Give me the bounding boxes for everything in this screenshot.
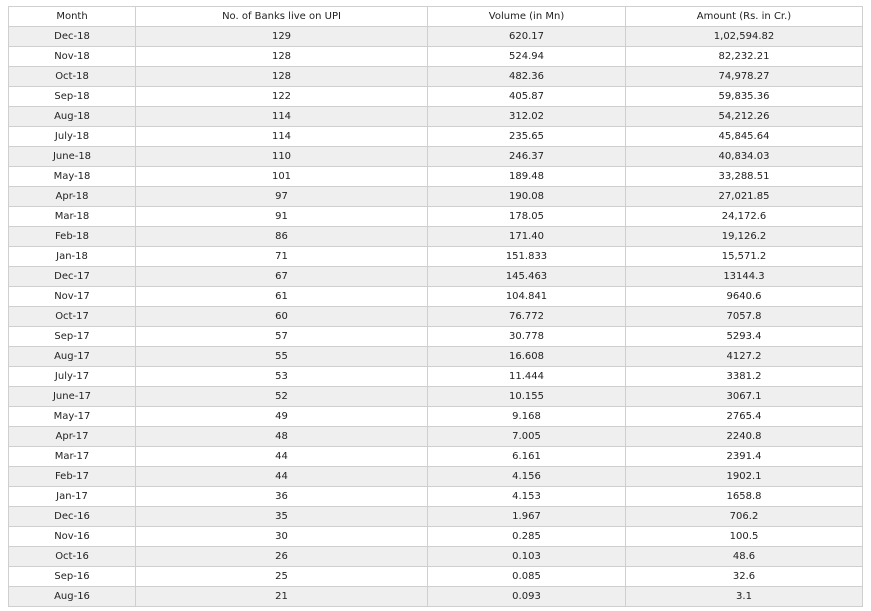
- month-cell: May-18: [9, 167, 136, 187]
- month-cell: Dec-17: [9, 267, 136, 287]
- banks-cell: 52: [136, 387, 428, 407]
- volume-cell: 16.608: [428, 347, 626, 367]
- volume-cell: 171.40: [428, 227, 626, 247]
- amount-cell: 82,232.21: [626, 47, 863, 67]
- amount-cell: 48.6: [626, 547, 863, 567]
- table-row: [9, 367, 863, 387]
- volume-cell: 189.48: [428, 167, 626, 187]
- table-row: [9, 387, 863, 407]
- table-row: [9, 427, 863, 447]
- month-cell: Dec-18: [9, 27, 136, 47]
- banks-cell: 57: [136, 327, 428, 347]
- volume-cell: 235.65: [428, 127, 626, 147]
- banks-cell: 21: [136, 587, 428, 607]
- month-cell: June-17: [9, 387, 136, 407]
- volume-cell: 482.36: [428, 67, 626, 87]
- banks-cell: 114: [136, 127, 428, 147]
- banks-cell: 26: [136, 547, 428, 567]
- month-cell: Aug-17: [9, 347, 136, 367]
- volume-cell: 190.08: [428, 187, 626, 207]
- banks-cell: 36: [136, 487, 428, 507]
- banks-cell: 25: [136, 567, 428, 587]
- table-row: [9, 407, 863, 427]
- volume-cell: 246.37: [428, 147, 626, 167]
- volume-cell: 76.772: [428, 307, 626, 327]
- table-row: [9, 127, 863, 147]
- month-cell: Apr-18: [9, 187, 136, 207]
- volume-cell: 312.02: [428, 107, 626, 127]
- volume-cell: 0.085: [428, 567, 626, 587]
- banks-cell: 114: [136, 107, 428, 127]
- amount-cell: 32.6: [626, 567, 863, 587]
- banks-cell: 97: [136, 187, 428, 207]
- amount-cell: 1,02,594.82: [626, 27, 863, 47]
- volume-cell: 178.05: [428, 207, 626, 227]
- banks-cell: 44: [136, 447, 428, 467]
- table-row: [9, 67, 863, 87]
- month-cell: Feb-17: [9, 467, 136, 487]
- month-cell: Jan-17: [9, 487, 136, 507]
- table-row: [9, 287, 863, 307]
- banks-cell: 101: [136, 167, 428, 187]
- table-row: [9, 187, 863, 207]
- table-row: [9, 87, 863, 107]
- table-row: [9, 107, 863, 127]
- table-row: [9, 47, 863, 67]
- banks-cell: 91: [136, 207, 428, 227]
- banks-cell: 30: [136, 527, 428, 547]
- month-cell: July-17: [9, 367, 136, 387]
- amount-cell: 1658.8: [626, 487, 863, 507]
- volume-cell: 7.005: [428, 427, 626, 447]
- volume-cell: 4.153: [428, 487, 626, 507]
- month-cell: Nov-17: [9, 287, 136, 307]
- column-header-banks: No. of Banks live on UPI: [136, 7, 428, 27]
- volume-cell: 1.967: [428, 507, 626, 527]
- table-row: [9, 267, 863, 287]
- table-row: [9, 527, 863, 547]
- amount-cell: 54,212.26: [626, 107, 863, 127]
- month-cell: Mar-17: [9, 447, 136, 467]
- amount-cell: 9640.6: [626, 287, 863, 307]
- month-cell: Oct-16: [9, 547, 136, 567]
- month-cell: June-18: [9, 147, 136, 167]
- banks-cell: 61: [136, 287, 428, 307]
- table-row: [9, 167, 863, 187]
- volume-cell: 0.093: [428, 587, 626, 607]
- month-cell: Sep-18: [9, 87, 136, 107]
- month-cell: Sep-17: [9, 327, 136, 347]
- month-cell: Dec-16: [9, 507, 136, 527]
- month-cell: Oct-17: [9, 307, 136, 327]
- month-cell: Oct-18: [9, 67, 136, 87]
- table-row: [9, 227, 863, 247]
- month-cell: Feb-18: [9, 227, 136, 247]
- table-row: [9, 507, 863, 527]
- column-header-volume: Volume (in Mn): [428, 7, 626, 27]
- volume-cell: 9.168: [428, 407, 626, 427]
- banks-cell: 110: [136, 147, 428, 167]
- upi-statistics-table-container: [8, 6, 862, 607]
- volume-cell: 6.161: [428, 447, 626, 467]
- table-row: [9, 347, 863, 367]
- banks-cell: 129: [136, 27, 428, 47]
- volume-cell: 4.156: [428, 467, 626, 487]
- table-row: [9, 567, 863, 587]
- month-cell: Jan-18: [9, 247, 136, 267]
- table-body: [9, 27, 863, 607]
- month-cell: Aug-16: [9, 587, 136, 607]
- volume-cell: 145.463: [428, 267, 626, 287]
- header-row: [9, 7, 863, 27]
- banks-cell: 128: [136, 67, 428, 87]
- amount-cell: 3067.1: [626, 387, 863, 407]
- table-row: [9, 207, 863, 227]
- amount-cell: 7057.8: [626, 307, 863, 327]
- amount-cell: 2240.8: [626, 427, 863, 447]
- amount-cell: 74,978.27: [626, 67, 863, 87]
- amount-cell: 15,571.2: [626, 247, 863, 267]
- volume-cell: 10.155: [428, 387, 626, 407]
- table-row: [9, 247, 863, 267]
- volume-cell: 11.444: [428, 367, 626, 387]
- month-cell: Sep-16: [9, 567, 136, 587]
- month-cell: Nov-18: [9, 47, 136, 67]
- amount-cell: 19,126.2: [626, 227, 863, 247]
- amount-cell: 706.2: [626, 507, 863, 527]
- month-cell: Mar-18: [9, 207, 136, 227]
- banks-cell: 48: [136, 427, 428, 447]
- banks-cell: 128: [136, 47, 428, 67]
- banks-cell: 67: [136, 267, 428, 287]
- month-cell: Apr-17: [9, 427, 136, 447]
- upi-statistics-table: [8, 6, 863, 607]
- volume-cell: 30.778: [428, 327, 626, 347]
- amount-cell: 27,021.85: [626, 187, 863, 207]
- banks-cell: 55: [136, 347, 428, 367]
- amount-cell: 4127.2: [626, 347, 863, 367]
- banks-cell: 35: [136, 507, 428, 527]
- amount-cell: 100.5: [626, 527, 863, 547]
- column-header-amount: Amount (Rs. in Cr.): [626, 7, 863, 27]
- volume-cell: 524.94: [428, 47, 626, 67]
- volume-cell: 151.833: [428, 247, 626, 267]
- banks-cell: 60: [136, 307, 428, 327]
- amount-cell: 2765.4: [626, 407, 863, 427]
- table-row: [9, 587, 863, 607]
- banks-cell: 44: [136, 467, 428, 487]
- amount-cell: 24,172.6: [626, 207, 863, 227]
- amount-cell: 45,845.64: [626, 127, 863, 147]
- amount-cell: 40,834.03: [626, 147, 863, 167]
- month-cell: Nov-16: [9, 527, 136, 547]
- amount-cell: 1902.1: [626, 467, 863, 487]
- table-row: [9, 147, 863, 167]
- banks-cell: 86: [136, 227, 428, 247]
- month-cell: July-18: [9, 127, 136, 147]
- amount-cell: 2391.4: [626, 447, 863, 467]
- table-row: [9, 307, 863, 327]
- month-cell: May-17: [9, 407, 136, 427]
- table-header: [9, 7, 863, 27]
- amount-cell: 33,288.51: [626, 167, 863, 187]
- amount-cell: 3.1: [626, 587, 863, 607]
- table-row: [9, 467, 863, 487]
- banks-cell: 122: [136, 87, 428, 107]
- volume-cell: 620.17: [428, 27, 626, 47]
- amount-cell: 3381.2: [626, 367, 863, 387]
- table-row: [9, 327, 863, 347]
- banks-cell: 71: [136, 247, 428, 267]
- banks-cell: 49: [136, 407, 428, 427]
- volume-cell: 0.103: [428, 547, 626, 567]
- amount-cell: 59,835.36: [626, 87, 863, 107]
- month-cell: Aug-18: [9, 107, 136, 127]
- banks-cell: 53: [136, 367, 428, 387]
- volume-cell: 405.87: [428, 87, 626, 107]
- amount-cell: 5293.4: [626, 327, 863, 347]
- table-row: [9, 547, 863, 567]
- volume-cell: 104.841: [428, 287, 626, 307]
- amount-cell: 13144.3: [626, 267, 863, 287]
- volume-cell: 0.285: [428, 527, 626, 547]
- table-row: [9, 27, 863, 47]
- column-header-month: Month: [9, 7, 136, 27]
- table-row: [9, 487, 863, 507]
- table-row: [9, 447, 863, 467]
